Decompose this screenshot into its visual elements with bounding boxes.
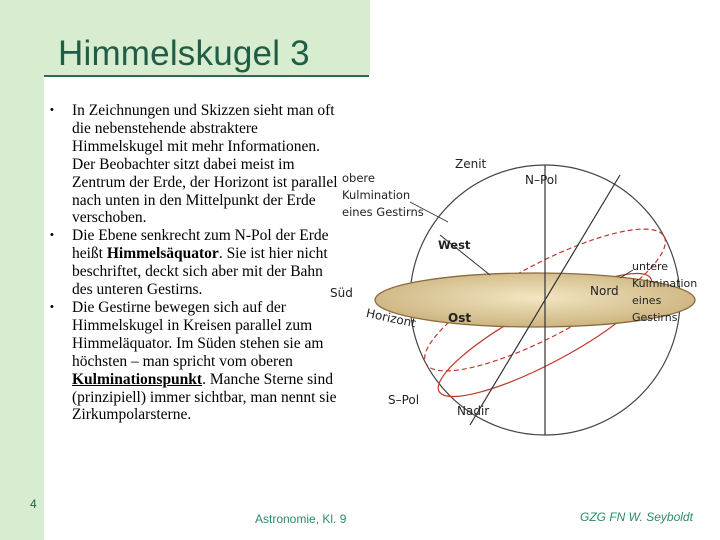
bullet-text: . Sie ist hier nicht beschriftet, deckt sich aber mit der Bahn des unteren Gestirns.: [72, 245, 328, 299]
celestial-sphere-diagram: [330, 140, 720, 440]
label-obere-1: obere: [342, 171, 375, 185]
label-nord: Nord: [590, 284, 619, 298]
title-underline: [44, 75, 369, 77]
bullet-text: In Zeichnungen und Skizzen sieht man oft die nebenstehende abstraktere Himmelskugel mit mehr Informationen. Der Beobachter sitzt dabei meist im Zentrum der Erde, der Horizont ist parallel nach unten in den Mittelpunkt der Erde verschoben.: [72, 102, 338, 227]
footer-author: GZG FN W. Seyboldt: [580, 510, 693, 524]
label-untere-1: untere: [632, 260, 669, 273]
bullet-text: . Manche Sterne sind (prinzipiell) immer sichtbar, man nennt sie Zirkumpolarsterne.: [72, 370, 337, 424]
slide-title: Himmelskugel 3: [58, 34, 310, 73]
label-obere-3: eines Gestirns: [342, 205, 424, 219]
bullet-icon: •: [50, 104, 54, 116]
label-untere-4: Gestirns: [632, 311, 678, 324]
label-spol: S–Pol: [388, 393, 420, 407]
label-west: West: [438, 238, 471, 252]
term-kulminationspunkt: Kulminationspunkt: [72, 370, 203, 388]
bullet-list: [50, 102, 340, 424]
footer-course: Astronomie, Kl. 9: [255, 512, 347, 526]
bullet-icon: •: [50, 229, 54, 242]
slide-number: 4: [30, 497, 37, 511]
label-npol: N–Pol: [525, 173, 558, 187]
bullet-item: [50, 299, 340, 424]
label-untere-3: eines: [632, 294, 662, 307]
bullet-item: [50, 102, 340, 227]
left-margin-band: [0, 0, 44, 540]
label-nadir: Nadir: [457, 404, 490, 418]
label-horizont: Horizont: [364, 306, 418, 331]
bullet-item: [50, 227, 340, 299]
bullet-text: Die Ebene senkrecht zum N-Pol der Erde heißt: [72, 227, 329, 263]
label-ost: Ost: [448, 311, 472, 325]
bullet-text: Die Gestirne bewegen sich auf der Himmelskugel in Kreisen parallel zum Himmeläquator. Im Süden stehen sie am höchsten – man spricht vom oberen: [72, 298, 324, 370]
bullet-icon: •: [50, 300, 54, 313]
label-untere-2: Kulmination: [632, 277, 698, 290]
term-himmelsaequator: Himmelsäquator: [106, 245, 219, 263]
label-obere-2: Kulmination: [342, 188, 411, 202]
label-sued: Süd: [330, 286, 353, 300]
label-zenit: Zenit: [455, 157, 487, 171]
